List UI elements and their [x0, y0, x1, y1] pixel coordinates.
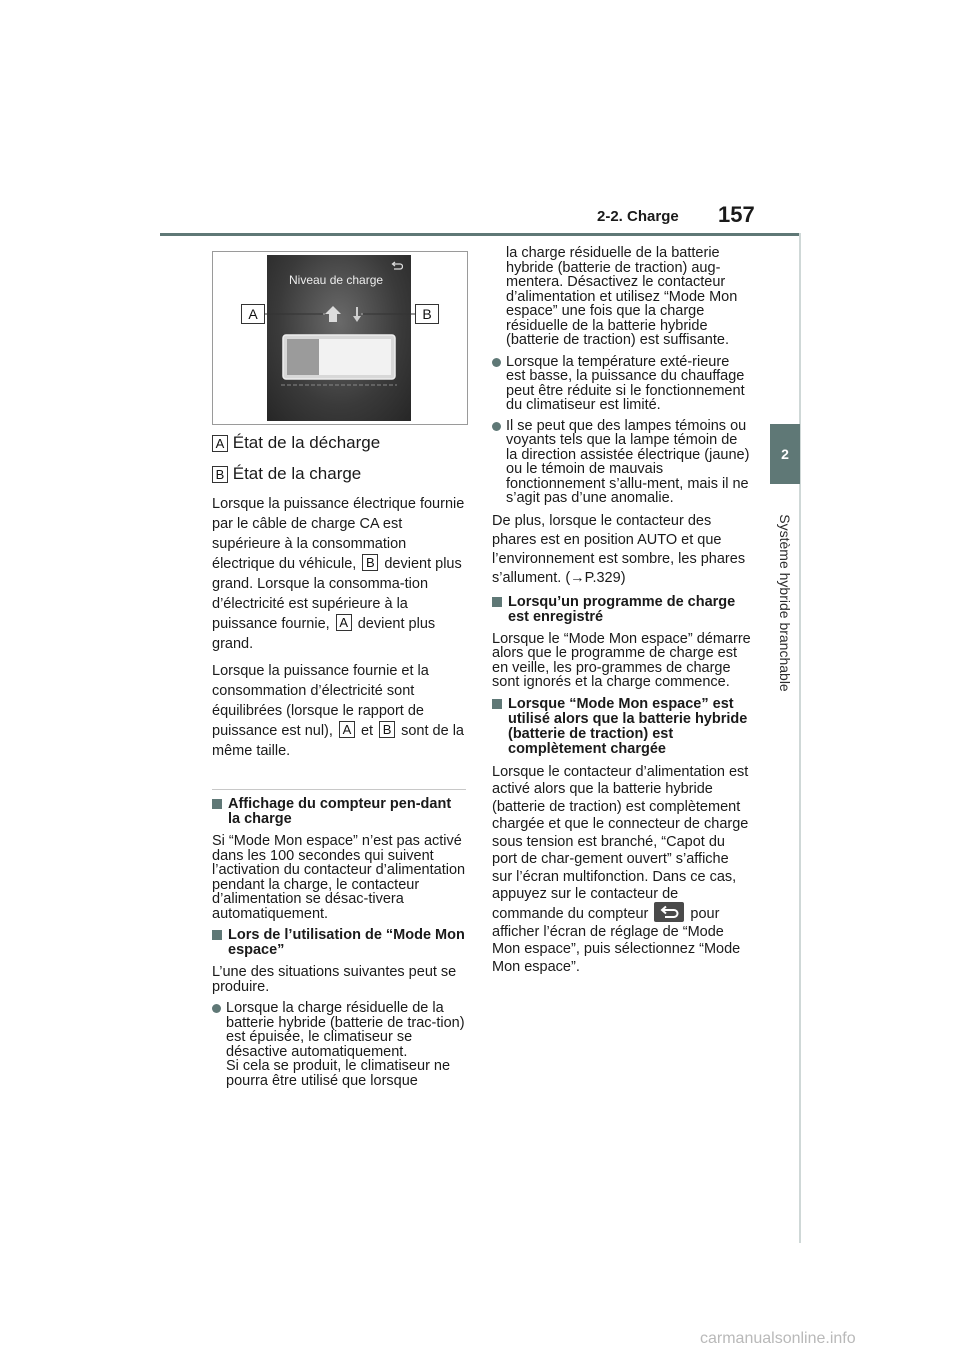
bullet-continuation: la charge résiduelle de la batterie hybride (batterie de traction) aug-mentera. Désactivez le contacteur d’alimentation et utilisez “Mode Mon espace” une fois que la charge résiduelle de la batterie hybride (batterie de traction) est suffisante.	[506, 245, 738, 348]
subheading-fully-charged: Lorsque “Mode Mon espace” est utilisé alors que la batterie hybride (batterie de traction) est complètement chargée	[492, 697, 752, 757]
paragraph-headlights: De plus, lorsque le contacteur des phares est en position AUTO et que l’environnement est sombre, les phares s’allument. (→P.329)	[492, 512, 746, 586]
section-title: 2-2. Charge	[597, 208, 679, 225]
left-body-bottom	[212, 797, 466, 1094]
left-body-top	[212, 494, 466, 768]
watermark: carmanualsonline.info	[700, 1330, 856, 1347]
bullet-warning-lights: Il se peut que des lampes témoins ou voyants tels que la lampe témoin de la direction assistée électrique (jaune) ou le témoin de mauvais fonctionnement s’allu-ment, mais il ne s’agit pas d’une anomalie.	[492, 419, 752, 506]
chapter-title: Système hybride branchable	[777, 514, 793, 692]
bullet-low-temp: Lorsque la température exté-rieure est basse, la puissance du chauffage peut être réduite si le fonctionnement du climatiseur est limité.	[492, 355, 752, 413]
charge-level-figure	[212, 251, 468, 425]
section-separator	[212, 789, 466, 790]
paragraph-schedule-ignored: Lorsque le “Mode Mon espace” démarre alors que le programme de charge est en veille, les pro-grammes de charge sont ignorés et la charge commence.	[492, 630, 751, 690]
subheading-my-room-mode: Lors de l’utilisation de “Mode Mon espace”	[212, 928, 466, 958]
subheading-charge-schedule: Lorsqu’un programme de charge est enregistré	[492, 595, 752, 625]
paragraph-auto-off: Si “Mode Mon espace” n’est pas activé dans les 100 secondes qui suivent l’activation du contacteur d’alimentation pendant la charge, le contacteur d’alimentation se désac-tivera automatiquement.	[212, 833, 466, 922]
paragraph-size: Lorsque la puissance électrique fournie par le câble de charge CA est supérieure à la consommation électrique du véhicule, B devient plus grand. Lorsque la consomma-tion d’électricité est supérieure à la puissance fournie, A devient plus grand.	[212, 496, 465, 652]
header-rule	[160, 233, 800, 236]
side-rule	[799, 233, 801, 1243]
screen-title: Niveau de charge	[289, 273, 384, 287]
callout-b: B	[415, 304, 439, 324]
meter-back-button-icon	[654, 902, 684, 922]
legend-a: A État de la décharge	[212, 432, 380, 454]
paragraph-port-lid-open: Lorsque le contacteur d’alimentation est activé alors que la batterie hybride (batterie de traction) est complètement chargée et que le connecteur de charge sous tension est branché, “Capot du port de char-gement ouvert” s’affiche sur l’écran multifonction. Dans ce cas, appuyez sur le contacteur de commande du compteur pour afficher l’écran de réglage de “Mode Mon espace”, puis sélectionnez “Mode Mon espace”.	[492, 763, 749, 975]
right-body	[492, 246, 752, 983]
subheading-meter-display: Affichage du compteur pen-dant la charge	[212, 797, 466, 827]
callout-a: A	[241, 304, 265, 324]
legend-b: B État de la charge	[212, 463, 361, 485]
bullet-ac-off: Lorsque la charge résiduelle de la batterie hybride (batterie de trac-tion) est épuisée, le climatiseur se désactive automatiquement. Si cela se produit, le climatiseur ne pourra être utilisé que lorsque	[212, 1001, 466, 1088]
chapter-tab: 2	[770, 424, 800, 484]
page-number: 157	[718, 202, 755, 227]
paragraph-situations: L’une des situations suivantes peut se produire.	[212, 964, 457, 995]
paragraph-equal: Lorsque la puissance fournie et la consommation d’électricité sont équilibrées (lorsque le rapport de puissance est nul), A et B sont de la même taille.	[212, 663, 465, 759]
